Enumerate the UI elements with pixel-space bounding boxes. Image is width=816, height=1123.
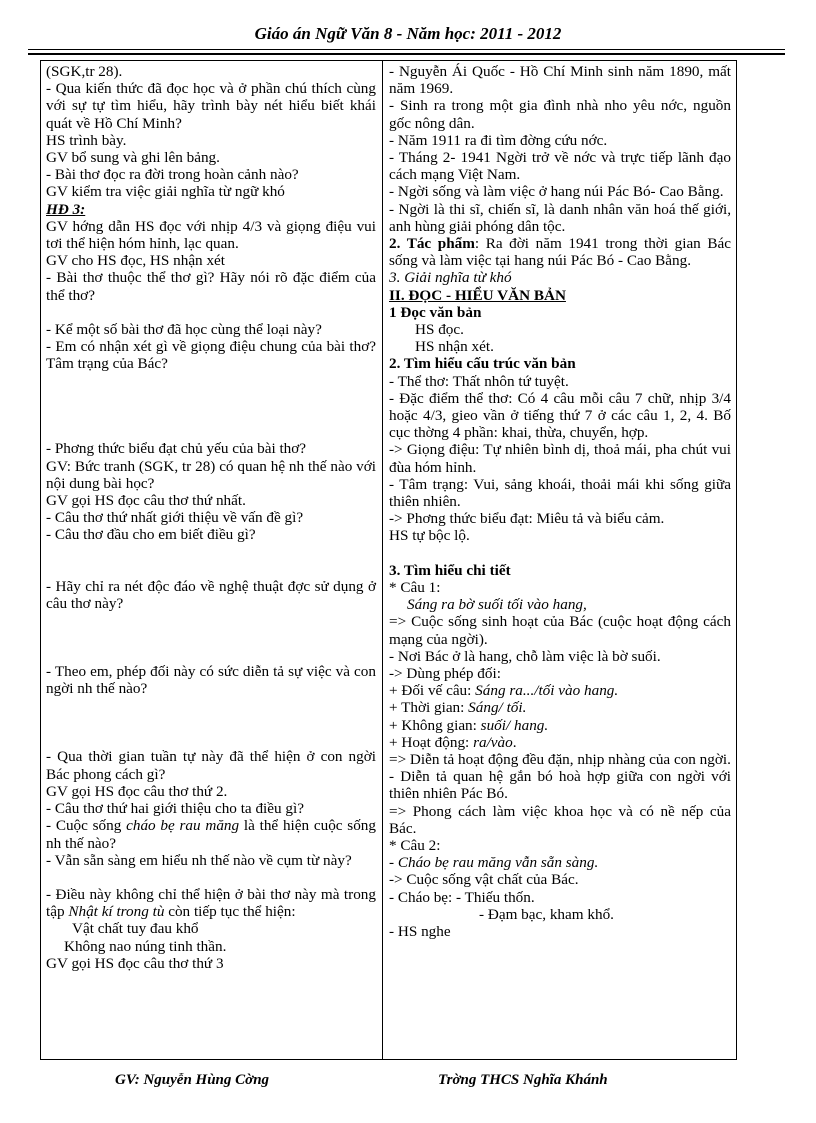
text-line: - Theo em, phép đối này có sức diễn tả sự việc và con ngời nh thế nào? <box>46 663 376 698</box>
poem-line: Không nao núng tinh thần. <box>64 937 227 955</box>
text-line: * Câu 1: <box>389 578 441 596</box>
section-heading: II. ĐỌC - HIỂU VĂN BẢN <box>389 286 566 304</box>
text-line: - Năm 1911 ra đi tìm đờng cứu nớc. <box>389 131 608 149</box>
text-line: - HS nghe <box>389 922 451 940</box>
text-line: (SGK,tr 28). <box>46 63 123 80</box>
text-line: - Sinh ra trong một gia đình nhà nho yêu nớc, nguồn gốc nông dân. <box>389 97 731 132</box>
text-line: GV kiểm tra việc giải nghĩa từ ngữ khó <box>46 183 285 201</box>
text-line: HS tự bộc lộ. <box>389 527 470 545</box>
lesson-table <box>40 60 737 1060</box>
text-line: - Nơi Bác ở là hang, chỗ làm việc là bờ suối. <box>389 647 661 665</box>
text-line: => Phong cách làm việc khoa học và có nề nếp của Bác. <box>389 802 731 837</box>
text-line: - Qua kiến thức đã đọc học và ở phần chú thích cùng với sự tự tìm hiểu, hãy trình bày nét hiểu biết khái quát về Hồ Chí Minh? <box>46 80 376 132</box>
text-line: * Câu 2: <box>389 836 441 854</box>
footer-school: Trờng THCS Nghĩa Khánh <box>438 1072 608 1088</box>
section-heading: 2. Tìm hiểu cấu trúc văn bản <box>389 355 576 373</box>
text-line: 2. Tác phẩm: Ra đời năm 1941 trong thời gian Bác sống và làm việc tại hang núi Pác Bó - Cao Bằng. <box>389 235 731 270</box>
text-line: - Cuộc sống cháo bẹ rau măng là thể hiện cuộc sống nh thế nào? <box>46 817 376 852</box>
text-line: => Cuộc sống sinh hoạt của Bác (cuộc hoạt động cách mạng của ngời). <box>389 613 731 648</box>
text-line: => Diễn tả hoạt động đều đặn, nhịp nhàng của con ngời. <box>389 750 731 768</box>
header-rule-thin <box>28 49 785 50</box>
text-line: - Bài thơ thuộc thể thơ gì? Hãy nói rõ đặc điểm của thể thơ? <box>46 269 376 304</box>
text-line: - Bài thơ đọc ra đời trong hoàn cảnh nào? <box>46 166 299 184</box>
poem-line: - Cháo bẹ rau măng vẫn sẵn sàng. <box>389 854 599 872</box>
footer-teacher: GV: Nguyễn Hùng Cờng <box>115 1072 270 1088</box>
text-line: - Đạm bạc, kham khổ. <box>479 905 614 923</box>
text-line: - Đặc điểm thể thơ: Có 4 câu mỗi câu 7 chữ, nhịp 3/4 hoặc 4/3, gieo vần ở tiếng thứ 7 ở các câu 1, 2, 4. Bố cục thờng 4 phần: khai, thừa, chuyển, hợp. <box>389 389 731 442</box>
text-line: - Điều này không chỉ thể hiện ở bài thơ này mà trong tập Nhật kí trong tù còn tiếp tục thể hiện: <box>46 885 376 921</box>
text-line: + Không gian: suối/ hang. <box>389 716 549 734</box>
text-line: - Diễn tả quan hệ gắn bó hoà hợp giữa con ngời với thiên nhiên Pác Bó. <box>389 768 731 803</box>
header-rule-thick <box>28 53 785 55</box>
text-line: - Tâm trạng: Vui, sảng khoái, thoải mái khi sống giữa thiên nhiên. <box>389 475 731 511</box>
text-line: - Em có nhận xét gì về giọng điệu chung của bài thơ? Tâm trạng của Bác? <box>46 338 376 373</box>
content-column <box>389 63 731 940</box>
text-line: + Đối vế câu: Sáng ra.../tối vào hang. <box>389 682 619 700</box>
text-line: - Qua thời gian tuần tự này đã thể hiện ở con ngời Bác phong cách gì? <box>46 748 376 783</box>
text-line: GV gọi HS đọc câu thơ thứ 3 <box>46 954 224 972</box>
text-line: HS đọc. <box>415 321 464 339</box>
text-line: GV cho HS đọc, HS nhận xét <box>46 252 226 270</box>
text-line: + Thời gian: Sáng/ tối. <box>389 699 527 717</box>
text-line: - Tháng 2- 1941 Ngời trở về nớc và trực tiếp lãnh đạo cách mạng Việt Nam. <box>389 149 731 184</box>
text-line: - Kể một số bài thơ đã học cùng thể loại này? <box>46 320 322 338</box>
text-line: - Câu thơ thứ nhất giới thiệu về vấn đề gì? <box>46 509 304 527</box>
activity-heading: HĐ 3: <box>46 200 86 218</box>
text-line: - Nguyễn Ái Quốc - Hồ Chí Minh sinh năm 1890, mất năm 1969. <box>389 63 731 98</box>
text-line: HS trình bày. <box>46 131 127 149</box>
text-line: - Vẫn sẵn sàng em hiểu nh thế nào về cụm từ này? <box>46 851 352 869</box>
column-divider <box>382 61 383 1059</box>
poem-line: Vật chất tuy đau khổ <box>72 920 199 938</box>
text-line: GV gọi HS đọc câu thơ thứ 2. <box>46 782 228 800</box>
text-line: GV: Bức tranh (SGK, tr 28) có quan hệ nh thế nào với nội dung bài học? <box>46 457 376 492</box>
text-line: - Ngời sống và làm việc ở hang núi Pác Bó- Cao Bằng. <box>389 183 724 201</box>
page-header-title: Giáo án Ngữ Văn 8 - Năm học: 2011 - 2012 <box>254 24 562 43</box>
text-line: GV hớng dẫn HS đọc với nhịp 4/3 và giọng điệu vui tơi thể hiện hóm hỉnh, lạc quan. <box>46 217 376 253</box>
text-line: -> Giọng điệu: Tự nhiên bình dị, thoả mái, pha chút vui đùa hóm hỉnh. <box>389 441 731 476</box>
text-line: - Phơng thức biểu đạt chủ yếu của bài thơ? <box>46 440 307 458</box>
text-line: - Câu thơ thứ hai giới thiệu cho ta điều gì? <box>46 800 304 818</box>
text-line: -> Cuộc sống vật chất của Bác. <box>389 871 579 889</box>
text-line: - Hãy chỉ ra nét độc đáo về nghệ thuật đợc sử dụng ở câu thơ này? <box>46 577 376 612</box>
text-line: - Cháo bẹ: - Thiếu thốn. <box>389 888 535 906</box>
text-line: HS nhận xét. <box>415 338 494 356</box>
section-heading: 1 Đọc văn bản <box>389 303 482 321</box>
text-line: GV bổ sung và ghi lên bảng. <box>46 149 220 167</box>
text-line: GV gọi HS đọc câu thơ thứ nhất. <box>46 492 246 510</box>
section-heading: 3. Tìm hiểu chi tiết <box>389 561 511 579</box>
text-line: - Câu thơ đầu cho em biết điều gì? <box>46 526 256 544</box>
teacher-activity-column <box>46 63 376 972</box>
text-line: -> Dùng phép đối: <box>389 664 501 682</box>
poem-line: Sáng ra bờ suối tối vào hang, <box>407 596 587 614</box>
text-line: -> Phơng thức biểu đạt: Miêu tả và biểu cảm. <box>389 510 665 528</box>
section-heading: 3. Giải nghĩa từ khó <box>389 269 512 287</box>
text-line: - Ngời là thi sĩ, chiến sĩ, là danh nhân văn hoá thế giới, anh hùng giải phóng dân tộc. <box>389 200 731 235</box>
text-line: - Thể thơ: Thất nhôn tứ tuyệt. <box>389 372 569 390</box>
text-line: + Hoạt động: ra/vào. <box>389 733 517 751</box>
